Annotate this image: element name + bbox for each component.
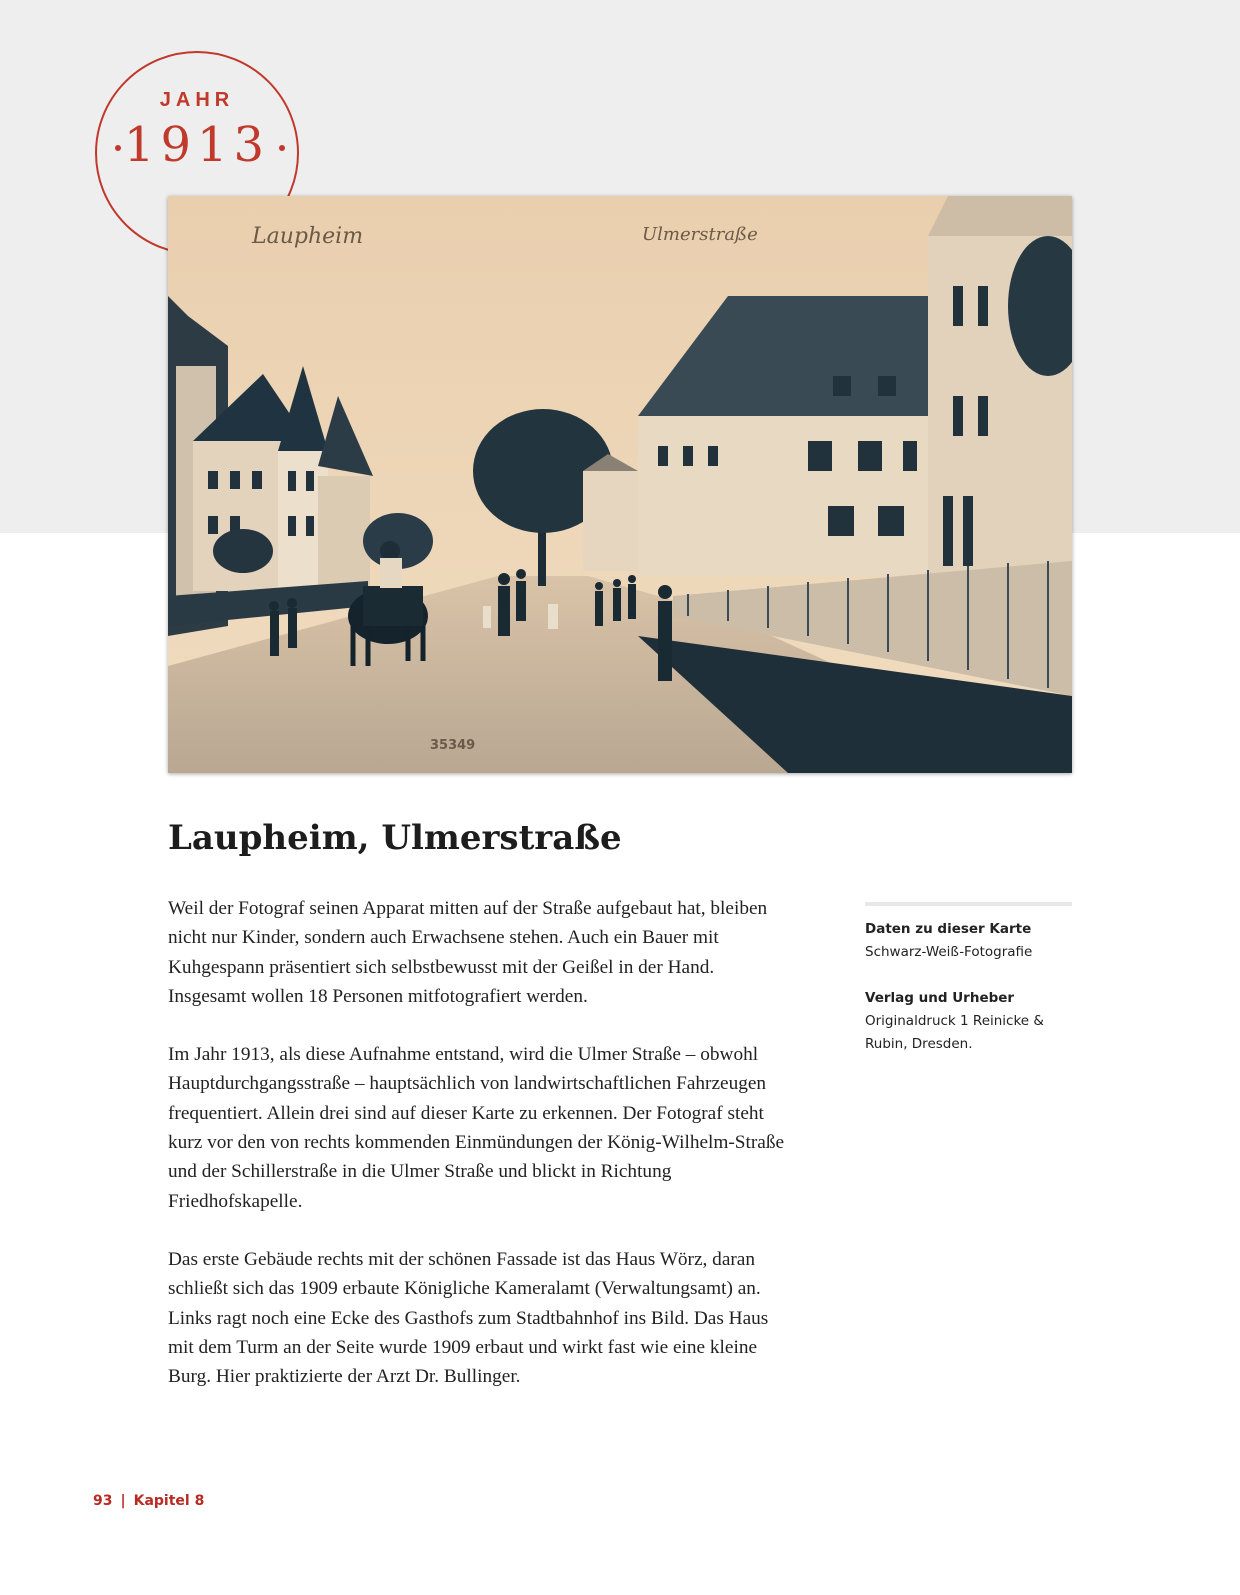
publisher-label: Verlag und Urheber	[865, 990, 1015, 1006]
page-footer	[93, 1493, 204, 1509]
article-paragraph: Im Jahr 1913, als diese Aufnahme entstand, wird die Ulmer Straße – obwohl Hauptdurchgangsstraße – hauptsächlich von landwirtschaftlichen Fahrzeugen frequentiert. Allein drei sind auf dieser Karte zu erkennen. Der Fotograf steht kurz vor den von rechts kommenden Einmündungen der König-Wilhelm-Straße und der Schillerstraße in die Ulmer Straße und blickt in Richtung Friedhofskapelle.	[168, 1044, 785, 1212]
card-data-value: Schwarz-Weiß-Fotografie	[865, 944, 1033, 960]
photo-caption-ulmerstrasse: Ulmerstraße	[642, 224, 758, 245]
stamp-word: JAHR	[159, 89, 235, 111]
article-body	[168, 894, 793, 1420]
page-number: 93	[93, 1493, 113, 1509]
photo-plate-number: 35349	[430, 738, 476, 753]
publisher-block	[865, 987, 1072, 1056]
card-info-sidebar	[865, 902, 1072, 1079]
page-title: Laupheim, Ulmerstraße	[168, 818, 622, 858]
stamp-year: 1913	[123, 117, 271, 173]
card-data-label: Daten zu dieser Karte	[865, 921, 1032, 937]
chapter-label: Kapitel 8	[133, 1493, 205, 1509]
publisher-value: Originaldruck 1 Reinicke & Rubin, Dresden.	[865, 1013, 1044, 1052]
historic-postcard-photo	[168, 196, 1072, 773]
footer-separator: |	[120, 1493, 126, 1509]
stamp-dot-right	[279, 145, 285, 151]
article-paragraph: Das erste Gebäude rechts mit der schönen Fassade ist das Haus Wörz, daran schließt sich das 1909 erbaute Königliche Kameralamt (Verwaltungsamt) an. Links ragt noch eine Ecke des Gasthofs zum Stadtbahnhof ins Bild. Das Haus mit dem Turm an der Seite wurde 1909 erbaut und wirkt fast wie eine kleine Burg. Hier praktizierte der Arzt Dr. Bullinger.	[168, 1248, 769, 1388]
photo-caption-laupheim: Laupheim	[252, 224, 364, 249]
card-data-block	[865, 918, 1072, 964]
article-paragraph: Weil der Fotograf seinen Apparat mitten auf der Straße aufgebaut hat, bleiben nicht nur Kinder, sondern auch Erwachsene stehen. Auch ein Bauer mit Kuhgespann präsentiert sich selbstbewusst mit der Geißel in der Hand. Insgesamt wollen 18 Personen mitfotografiert werden.	[168, 898, 768, 1007]
